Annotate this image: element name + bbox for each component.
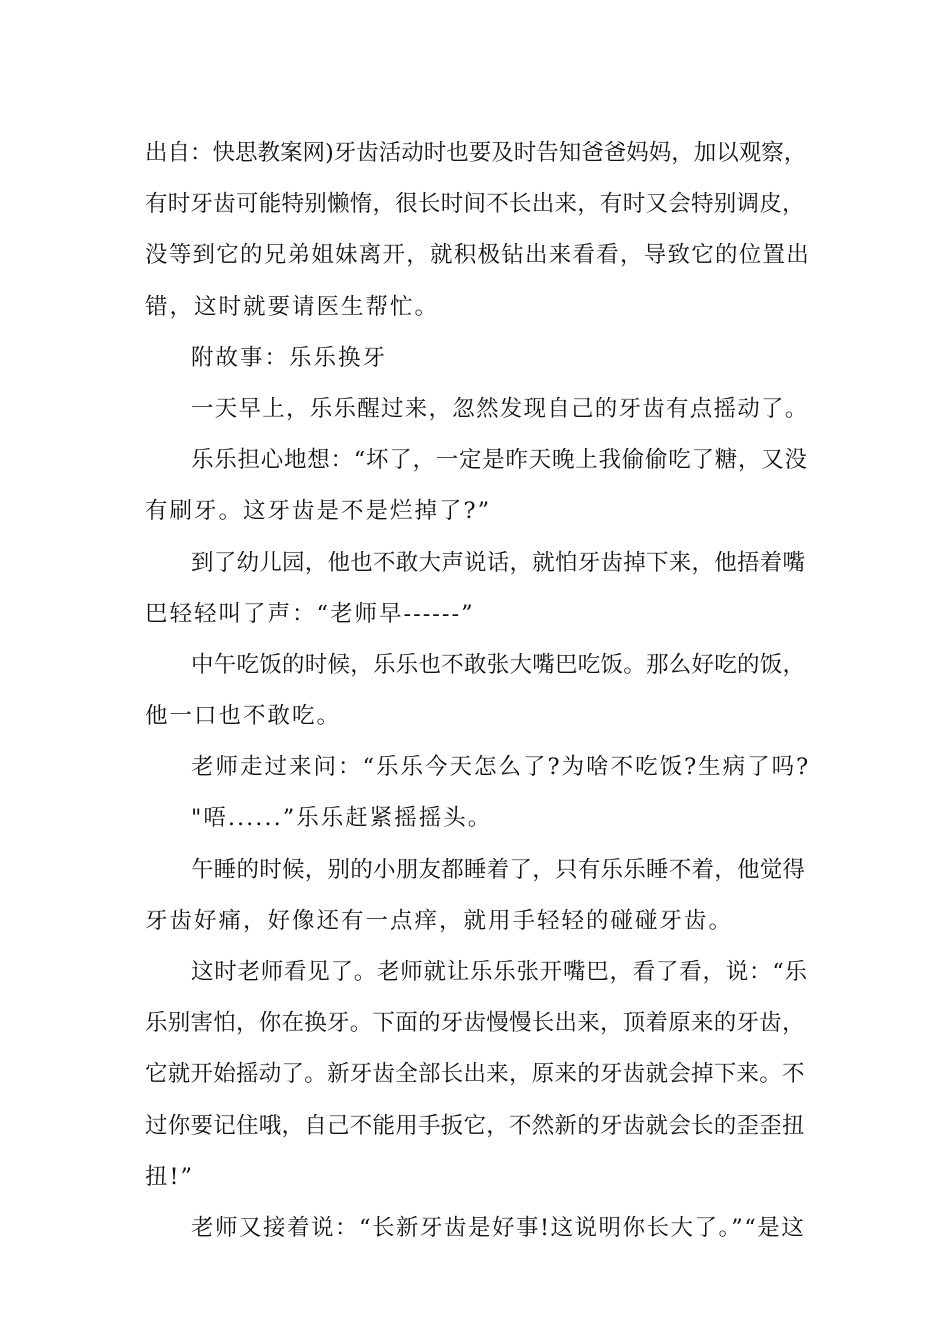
- text-line: 老师又接着说：“长新牙齿是好事!这说明你长大了。”“是这: [191, 1214, 806, 1241]
- text-line: 扭!”: [145, 1163, 195, 1190]
- text-line: 老师走过来问：“乐乐今天怎么了?为啥不吃饭?生病了吗?: [191, 754, 811, 781]
- text-line: 有刷牙。这牙齿是不是烂掉了?”: [145, 498, 492, 525]
- section-heading: 附故事：乐乐换牙: [191, 344, 388, 371]
- text-line: 牙齿好痛，好像还有一点痒，就用手轻轻的碰碰牙齿。: [145, 907, 734, 934]
- text-line: "唔......”乐乐赶紧摇摇头。: [191, 805, 493, 832]
- document-body: [145, 128, 810, 1254]
- text-line: 乐乐担心地想：“坏了，一定是昨天晚上我偷偷吃了糖，又没: [191, 447, 808, 474]
- text-line: 中午吃饭的时候，乐乐也不敢张大嘴巴吃饭。那么好吃的饭，: [191, 651, 806, 678]
- text-line: 巴轻轻叫了声：“老师早------”: [145, 600, 475, 627]
- text-line: 一天早上，乐乐醒过来，忽然发现自己的牙齿有点摇动了。: [191, 395, 809, 422]
- text-line: 没等到它的兄弟姐妹离开，就积极钻出来看看，导致它的位置出: [145, 242, 811, 269]
- text-line: 过你要记住哦，自己不能用手扳它，不然新的牙齿就会长的歪歪扭: [145, 1112, 805, 1139]
- text-line: 午睡的时候，别的小朋友都睡着了，只有乐乐睡不着，他觉得: [191, 856, 806, 883]
- text-line: 它就开始摇动了。新牙齿全部长出来，原来的牙齿就会掉下来。不: [145, 1061, 805, 1088]
- text-line: 这时老师看见了。老师就让乐乐张开嘴巴，看了看，说：“乐: [191, 959, 808, 985]
- text-line: 到了幼儿园，他也不敢大声说话，就怕牙齿掉下来，他捂着嘴: [191, 549, 806, 576]
- text-line: 他一口也不敢吃。: [145, 703, 342, 730]
- text-line: 乐别害怕，你在换牙。下面的牙齿慢慢长出来，顶着原来的牙齿，: [145, 1010, 805, 1037]
- text-line: 错，这时就要请医生帮忙。: [145, 293, 440, 320]
- text-line: 有时牙齿可能特别懒惰，很长时间不长出来，有时又会特别调皮，: [145, 191, 805, 218]
- text-line: 出自：快思教案网)牙齿活动时也要及时告知爸爸妈妈，加以观察，: [145, 140, 807, 166]
